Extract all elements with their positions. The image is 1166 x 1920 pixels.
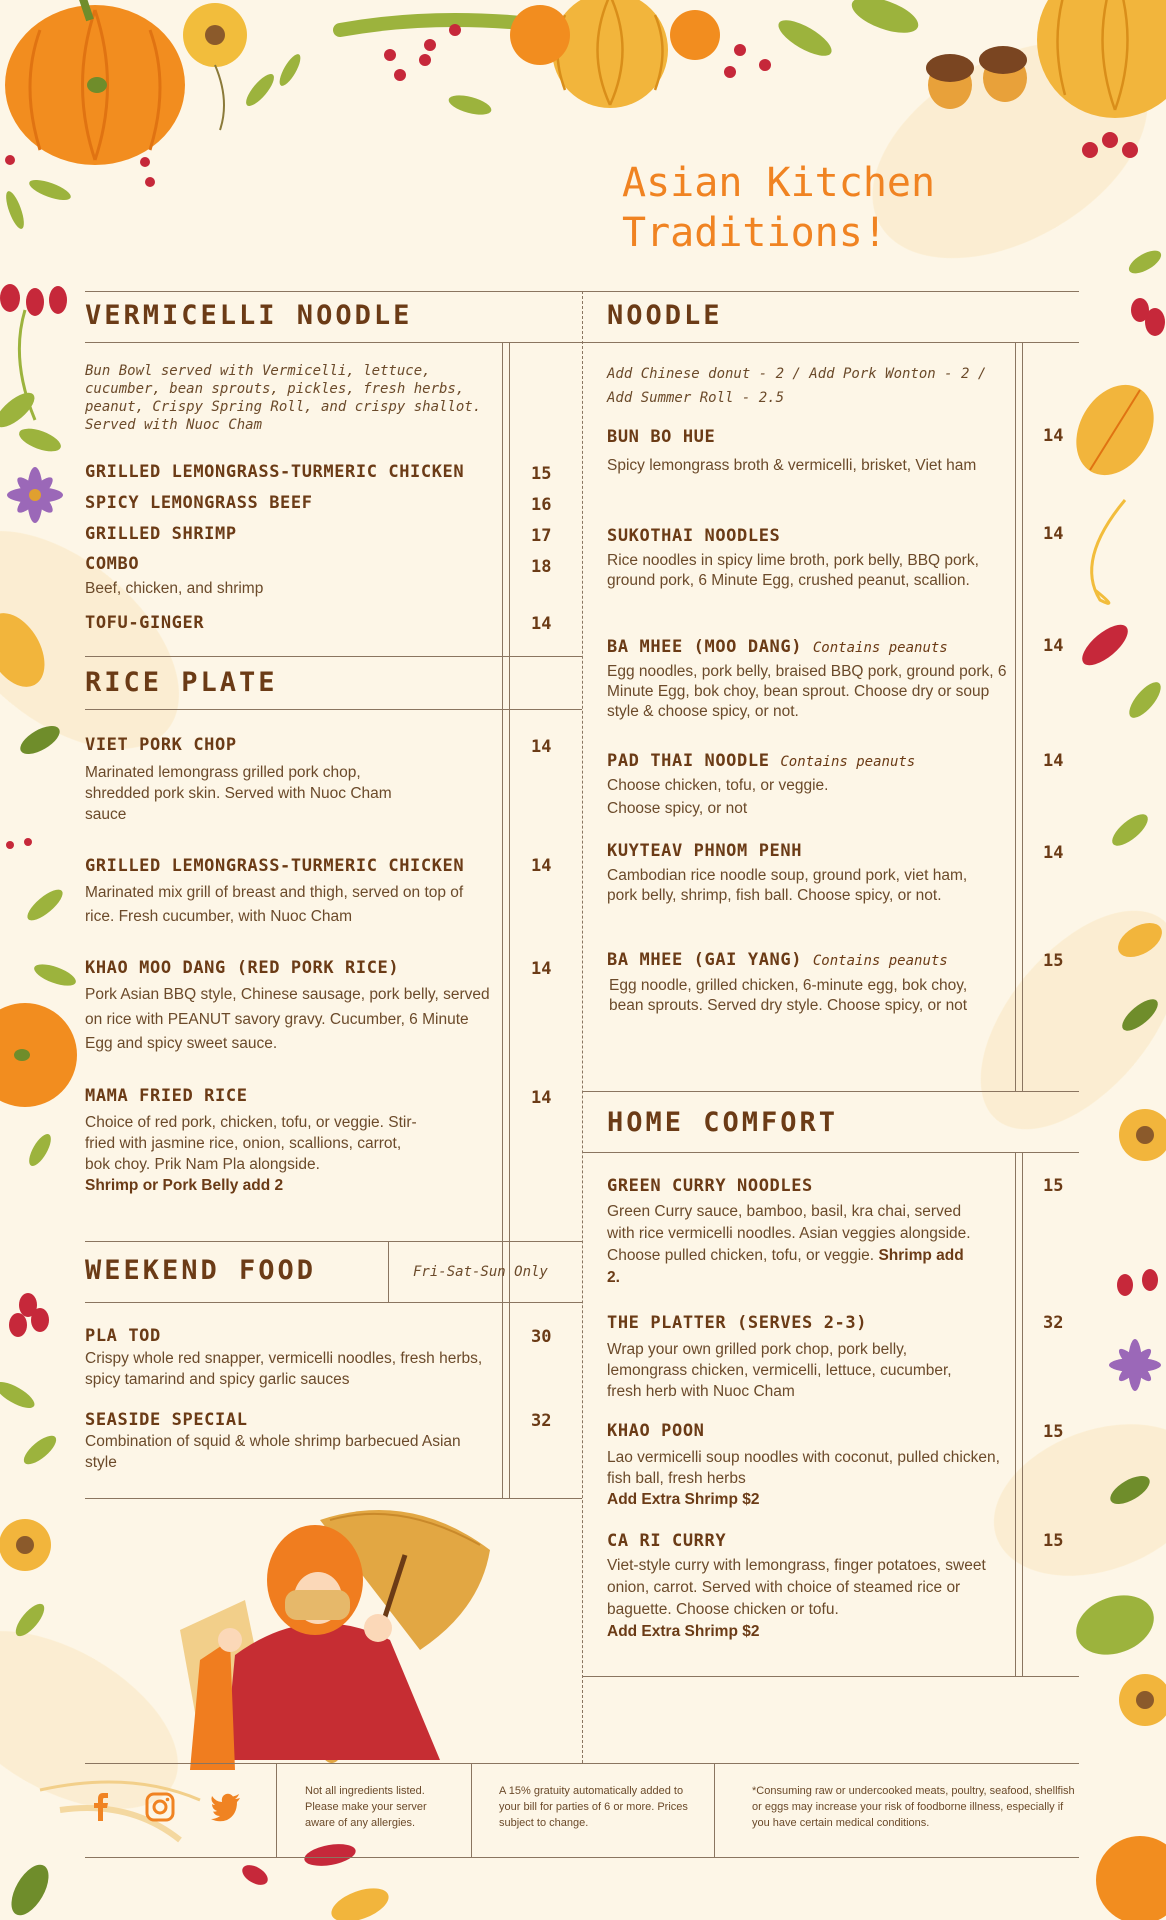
- menu-item-price: 15: [1043, 951, 1064, 971]
- menu-item-price: 14: [1043, 751, 1064, 771]
- menu-item-name: MAMA FRIED RICE: [85, 1086, 248, 1106]
- menu-item-description: Crispy whole red snapper, vermicelli noodles, fresh herbs, spicy tamarind and spicy garlic sauces: [85, 1350, 483, 1388]
- menu-item-price: 14: [531, 737, 552, 757]
- menu-item-price: 32: [531, 1411, 552, 1431]
- facebook-icon[interactable]: [85, 1790, 119, 1824]
- menu-item-description: [85, 1112, 430, 1196]
- menu-item-name: SEASIDE SPECIAL: [85, 1410, 248, 1430]
- right-price-rule-d: [1022, 1152, 1023, 1676]
- weekend-heading: WEEKEND FOOD: [85, 1255, 317, 1286]
- menu-item-description: [607, 1555, 1012, 1643]
- menu-item-price: 14: [531, 614, 552, 634]
- pumpkin-top-left: [5, 0, 185, 165]
- menu-item-price: 14: [1043, 636, 1064, 656]
- home-bottom-rule: [582, 1676, 1079, 1677]
- allergen-note: Contains peanuts: [812, 953, 948, 969]
- menu-item-name: KUYTEAV PHNOM PENH: [607, 841, 803, 861]
- food-safety-note: *Consuming raw or undercooked meats, poultry, seafood, shellfish or eggs may increase your risk of foodborne illness, especially if you have certain medical conditions.: [752, 1785, 1075, 1829]
- footer-bottom-rule: [85, 1857, 1079, 1858]
- rice-top-rule: [85, 656, 582, 657]
- footer-divider-3: [714, 1763, 715, 1857]
- menu-item-name: SPICY LEMONGRASS BEEF: [85, 493, 313, 513]
- allergen-note: Contains peanuts: [812, 640, 948, 656]
- girl-umbrella-illustration: [180, 1510, 490, 1770]
- footer-divider-2: [471, 1763, 472, 1857]
- menu-item-description-text: Viet-style curry with lemongrass, finger potatoes, sweet onion, carrot. Served with choice of steamed rice or baguette. Choose chicken or tofu.: [607, 1557, 986, 1618]
- menu-item-description: Spicy lemongrass broth & vermicelli, brisket, Viet ham: [607, 457, 977, 474]
- menu-item-description: [607, 1201, 972, 1289]
- menu-item-description: Rice noodles in spicy lime broth, pork belly, BBQ pork, ground pork, 6 Minute Egg, crushed peanut, scallion.: [607, 552, 979, 589]
- rice-plate-heading: RICE PLATE: [85, 667, 278, 698]
- menu-item-name: KHAO MOO DANG (RED PORK RICE): [85, 958, 400, 978]
- menu-item-name: KHAO POON: [607, 1421, 705, 1441]
- home-comfort-heading: HOME COMFORT: [607, 1107, 839, 1138]
- menu-item-price: 15: [531, 464, 552, 484]
- menu-item-name: PLA TOD: [85, 1326, 161, 1346]
- footer-divider-1: [276, 1763, 277, 1857]
- menu-item-description-text: Lao vermicelli soup noodles with coconut, pulled chicken, fish ball, fresh herbs: [607, 1449, 1000, 1487]
- rice-heading-rule: [85, 709, 582, 710]
- menu-item-description-text: Green Curry sauce, bamboo, basil, kra chai, served with rice vermicelli noodles. Asian veggies alongside. Choose pulled chicken, tofu, or veggie.: [607, 1203, 971, 1264]
- menu-item-price: 15: [1043, 1176, 1064, 1196]
- vermicelli-heading-rule: [85, 342, 582, 343]
- instagram-icon[interactable]: [143, 1790, 177, 1824]
- vermicelli-heading: VERMICELLI NOODLE: [85, 300, 413, 331]
- menu-title-line-2: Traditions!: [622, 210, 887, 256]
- menu-item-description: Egg noodle, grilled chicken, 6-minute egg, bok choy, bean sprouts. Served dry style. Choose spicy, or not: [609, 977, 968, 1014]
- menu-item-description: Cambodian rice noodle soup, ground pork, viet ham, pork belly, shrimp, fish ball. Choose spicy, or not.: [607, 867, 968, 904]
- menu-item-price: 17: [531, 526, 552, 546]
- menu-item-description: Choose chicken, tofu, or veggie.: [607, 777, 829, 794]
- home-heading-rule: [582, 1152, 1079, 1153]
- menu-item-price: 15: [1043, 1531, 1064, 1551]
- weekend-top-rule: [85, 1241, 582, 1242]
- menu-item-price: 18: [531, 557, 552, 577]
- center-dashed-divider: [582, 291, 583, 1763]
- noodle-heading: NOODLE: [607, 300, 723, 331]
- menu-item-description: Egg noodles, pork belly, braised BBQ pork, ground pork, 6 Minute Egg, bok choy, bean sprout. Choose dry or soup style & choose spicy, or not.: [607, 663, 1007, 720]
- footer-top-rule: [85, 1763, 1079, 1764]
- noodle-intro: Add Chinese donut - 2 / Add Pork Wonton - 2 / Add Summer Roll - 2.5: [607, 366, 987, 406]
- menu-item-name: GREEN CURRY NOODLES: [607, 1176, 813, 1196]
- menu-item-price: 16: [531, 495, 552, 515]
- menu-item-name: GRILLED SHRIMP: [85, 524, 237, 544]
- menu-item-name: VIET PORK CHOP: [85, 735, 237, 755]
- gratuity-note: A 15% gratuity automatically added to your bill for parties of 6 or more. Prices subject to change.: [499, 1785, 688, 1829]
- menu-item-name: TOFU-GINGER: [85, 613, 205, 633]
- menu-item-name: [607, 950, 948, 970]
- menu-item-price: 14: [531, 959, 552, 979]
- home-top-rule: [582, 1091, 1079, 1092]
- menu-item-name: COMBO: [85, 554, 140, 574]
- menu-item-extra: Shrimp add 2.: [607, 1247, 964, 1286]
- menu-item-description: Pork Asian BBQ style, Chinese sausage, pork belly, served on rice with PEANUT savory gravy. Cucumber, 6 Minute Egg and spicy sweet sauce.: [85, 986, 490, 1052]
- menu-item-name: SUKOTHAI NOODLES: [607, 526, 781, 546]
- menu-item-name: CA RI CURRY: [607, 1531, 727, 1551]
- menu-item-name: GRILLED LEMONGRASS-TURMERIC CHICKEN: [85, 856, 465, 876]
- menu-item-price: 32: [1043, 1313, 1064, 1333]
- menu-item-price: 14: [531, 856, 552, 876]
- menu-item-price: 15: [1043, 1422, 1064, 1442]
- weekend-note-divider: [388, 1241, 389, 1302]
- menu-item-price: 14: [1043, 843, 1064, 863]
- menu-item-name: GRILLED LEMONGRASS-TURMERIC CHICKEN: [85, 462, 465, 482]
- left-price-rule-b: [509, 342, 510, 1499]
- menu-item-description-text: Choice of red pork, chicken, tofu, or veggie. Stir-fried with jasmine rice, onion, scallions, carrot, bok choy. Prik Nam Pla alongside.: [85, 1114, 417, 1173]
- menu-item-price: 14: [1043, 524, 1064, 544]
- noodle-heading-rule: [582, 342, 1079, 343]
- left-price-rule-a: [502, 342, 503, 1499]
- menu-item-name: THE PLATTER (SERVES 2-3): [607, 1313, 868, 1333]
- vermicelli-intro: Bun Bowl served with Vermicelli, lettuce, cucumber, bean sprouts, pickles, fresh herbs, peanut, Crispy Spring Roll, and crispy shallot. Served with Nuoc Cham: [85, 363, 482, 433]
- menu-item-name-text: PAD THAI NOODLE: [607, 751, 770, 771]
- menu-item-price: 14: [531, 1088, 552, 1108]
- allergy-note: Not all ingredients listed. Please make your server aware of any allergies.: [305, 1785, 427, 1829]
- menu-item-name: [607, 751, 915, 771]
- menu-item-price: 14: [1043, 426, 1064, 446]
- weekend-heading-rule: [85, 1302, 582, 1303]
- allergen-note: Contains peanuts: [780, 754, 916, 770]
- menu-item-description: Combination of squid & whole shrimp barbecued Asian style: [85, 1433, 461, 1471]
- menu-item-price: 30: [531, 1327, 552, 1347]
- menu-item-name-text: BA MHEE (GAI YANG): [607, 950, 803, 970]
- right-price-rule-c: [1015, 1152, 1016, 1676]
- menu-item-description: Marinated lemongrass grilled pork chop, shredded pork skin. Served with Nuoc Cham sauce: [85, 764, 392, 823]
- menu-title-line-1: Asian Kitchen: [622, 160, 936, 206]
- menu-item-description: Marinated mix grill of breast and thigh, served on top of rice. Fresh cucumber, with Nuoc Cham: [85, 884, 464, 925]
- weekend-availability-note: Fri-Sat-Sun Only: [413, 1264, 548, 1280]
- right-price-rule-a: [1015, 342, 1016, 1091]
- menu-item-description: Beef, chicken, and shrimp: [85, 580, 264, 597]
- right-price-rule-b: [1022, 342, 1023, 1091]
- twitter-icon[interactable]: [209, 1790, 243, 1824]
- menu-item-extra: Add Extra Shrimp $2: [607, 1491, 760, 1508]
- menu-item-description: [607, 1447, 1002, 1510]
- menu-item-extra: Shrimp or Pork Belly add 2: [85, 1177, 284, 1194]
- menu-item-extra: Add Extra Shrimp $2: [607, 1623, 760, 1640]
- weekend-bottom-rule: [85, 1498, 582, 1499]
- menu-item-name: BUN BO HUE: [607, 427, 716, 447]
- menu-item-name: [607, 637, 948, 657]
- menu-item-description-2: Choose spicy, or not: [607, 800, 748, 817]
- menu-item-description: Wrap your own grilled pork chop, pork belly, lemongrass chicken, vermicelli, lettuce, cucumber, fresh herb with Nuoc Cham: [607, 1341, 952, 1400]
- menu-item-name-text: BA MHEE (MOO DANG): [607, 637, 803, 657]
